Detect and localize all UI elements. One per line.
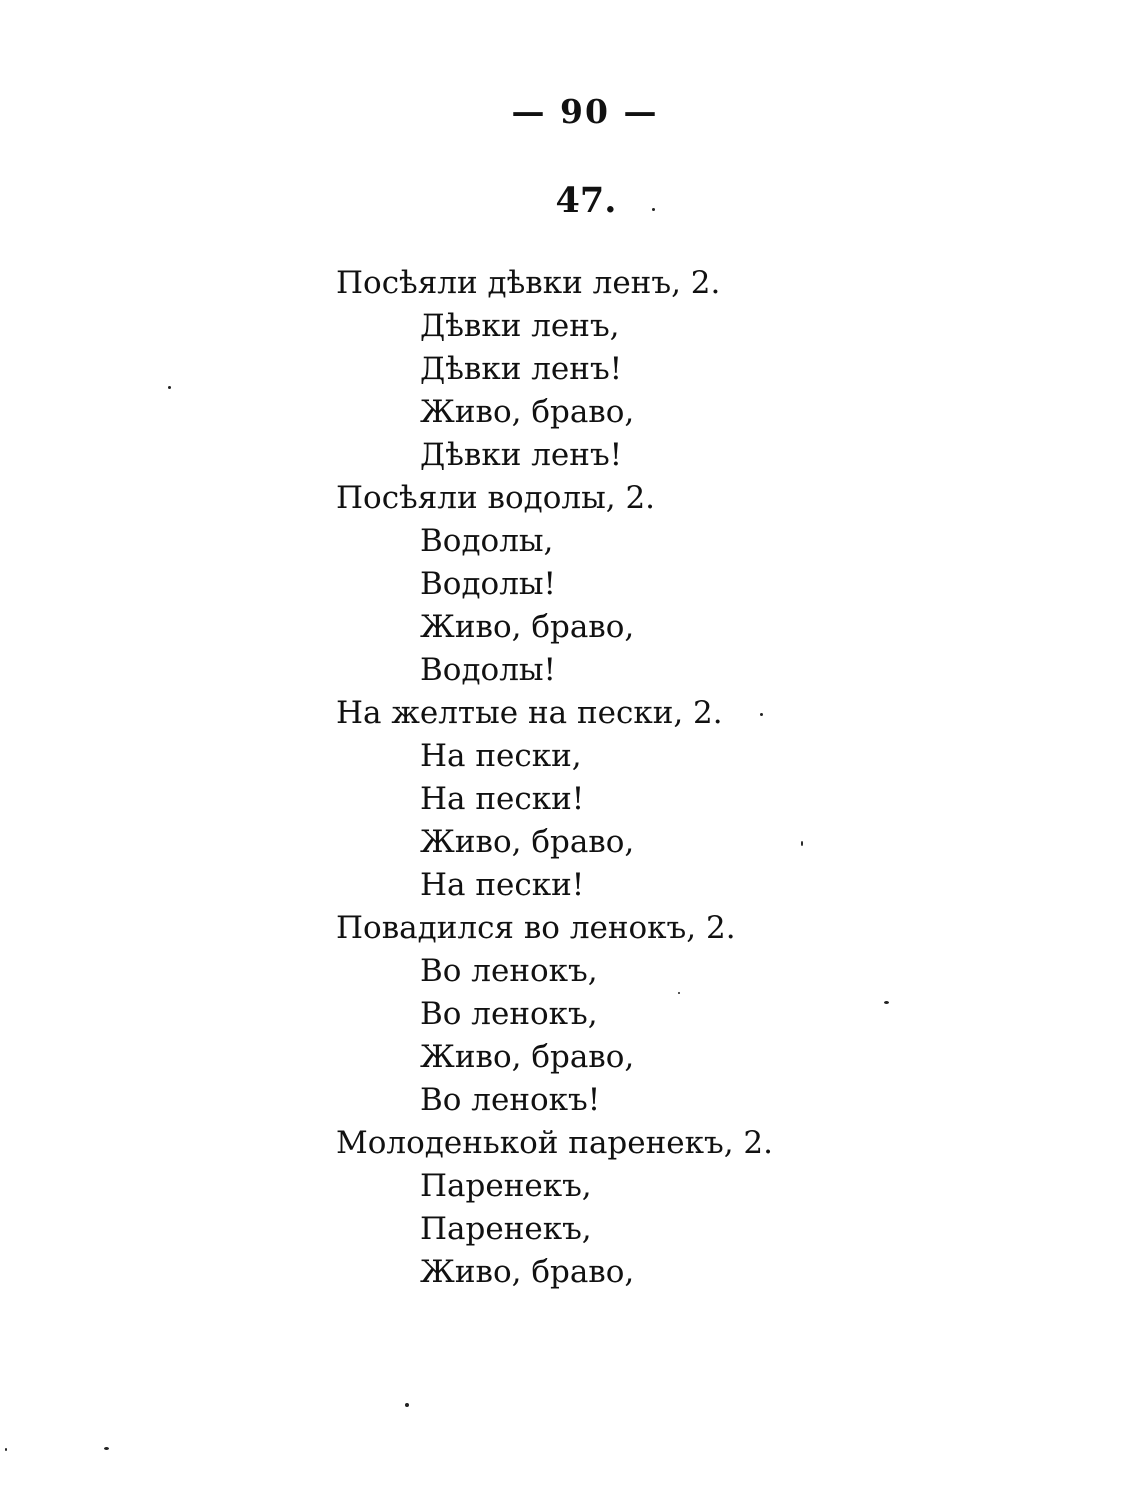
stanza-line: Водолы, <box>420 523 554 559</box>
print-speck <box>760 713 763 716</box>
stanza-line: Во ленокъ! <box>420 1082 601 1118</box>
print-speck <box>104 1447 109 1450</box>
stanza-line: Живо, браво, <box>420 394 635 430</box>
print-speck <box>678 992 680 994</box>
stanza-line: На пески, <box>420 738 582 774</box>
stanza-line: Дѣвки ленъ! <box>420 437 623 473</box>
stanza-line: Паренекъ, <box>420 1168 592 1204</box>
stanza-line: Живо, браво, <box>420 609 635 645</box>
stanza-line: Водолы! <box>420 652 557 688</box>
stanza-line: Водолы! <box>420 566 557 602</box>
stanza-lead-line: Молоденькой паренекъ, 2. <box>336 1125 774 1161</box>
stanza-line: На пески! <box>420 867 585 903</box>
print-speck <box>652 208 655 211</box>
stanza-lead-line: Посѣяли дѣвки ленъ, 2. <box>336 265 721 301</box>
stanza-line: Живо, браво, <box>420 1254 635 1290</box>
stanza-line: Живо, браво, <box>420 1039 635 1075</box>
print-speck <box>405 1403 409 1407</box>
song-number: 47. <box>555 180 617 221</box>
stanza-line: Живо, браво, <box>420 824 635 860</box>
stanza-line: На пески! <box>420 781 585 817</box>
stanza-lead-line: На желтые на пески, 2. <box>336 695 723 731</box>
stanza-line: Дѣвки ленъ, <box>420 308 620 344</box>
page-number: — 90 — <box>511 92 659 131</box>
song-verses <box>336 262 956 1294</box>
print-speck <box>801 841 803 846</box>
stanza-lead-line: Повадился во ленокъ, 2. <box>336 910 736 946</box>
print-speck <box>884 1001 889 1004</box>
stanza-line: Во ленокъ, <box>420 953 598 989</box>
stanza-line: Дѣвки ленъ! <box>420 351 623 387</box>
stanza-lead-line: Посѣяли водолы, 2. <box>336 480 656 516</box>
stanza-line: Паренекъ, <box>420 1211 592 1247</box>
stanza-line: Во ленокъ, <box>420 996 598 1032</box>
print-speck <box>5 1448 7 1451</box>
print-speck <box>168 386 171 389</box>
